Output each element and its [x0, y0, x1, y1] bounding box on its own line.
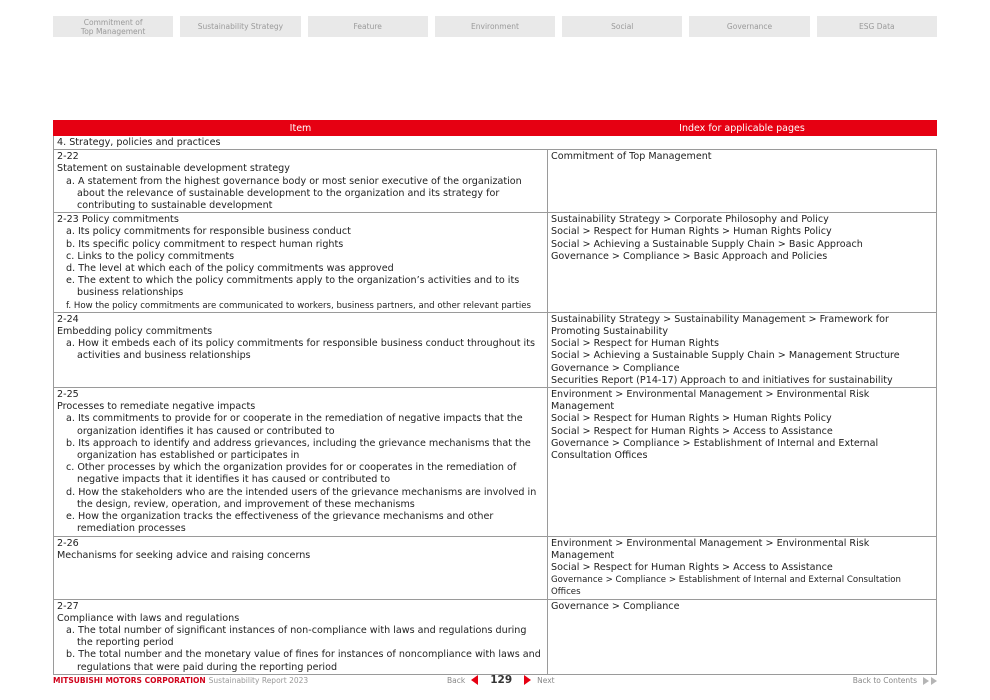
item-code: 2-23 Policy commitments [57, 214, 179, 226]
back-to-contents-link[interactable] [853, 676, 937, 685]
section-title: 4. Strategy, policies and practices [54, 136, 937, 150]
item-cell [54, 388, 548, 536]
item-sub: b. Its specific policy commitment to respect human rights [66, 238, 344, 250]
item-code: 2-22 [57, 151, 79, 163]
index-cell [548, 312, 937, 387]
item-sub: a. Its policy commitments for responsible business conduct [66, 226, 351, 238]
item-code: 2-25 [57, 389, 79, 401]
index-link[interactable]: Governance > Compliance > Establishment of Internal and External Consultation Offices [551, 437, 879, 462]
index-link[interactable]: Environment > Environmental Management > Environmental Risk Management [551, 537, 870, 561]
table-row [54, 536, 937, 599]
index-link[interactable]: Governance > Compliance [551, 600, 680, 612]
index-link[interactable]: Social > Respect for Human Rights > Human Rights Policy [551, 413, 832, 425]
index-link[interactable]: Social > Respect for Human Rights > Access to Assistance [551, 561, 833, 573]
item-title: Mechanisms for seeking advice and raising concerns [57, 549, 311, 561]
item-code: 2-26 [57, 537, 79, 549]
item-sub: b. Its approach to identify and address grievances, including the grievance mechanisms that the organization has established or participates in [66, 437, 531, 462]
item-cell [54, 312, 548, 387]
item-sub: d. How the stakeholders who are the intended users of the grievance mechanisms are involved in the design, review, operation, and improvement of these mechanisms [66, 486, 537, 510]
table-row [54, 388, 937, 536]
item-sub: c. Other processes by which the organization provides for or cooperates in the remediation of negative impacts that it identifies it has caused or contributed to [66, 462, 517, 486]
item-sub: d. The level at which each of the policy commitments was approved [66, 263, 394, 275]
next-label[interactable]: Next [537, 675, 555, 685]
item-sub: a. How it embeds each of its policy commitments for responsible business conduct throughout its activities and business relationships [66, 338, 535, 362]
index-link[interactable]: Sustainability Strategy > Corporate Philosophy and Policy [551, 214, 829, 226]
double-arrow-icon[interactable] [921, 677, 937, 685]
footer [53, 676, 937, 690]
header-item: Item [54, 121, 548, 136]
index-link[interactable]: Social > Respect for Human Rights > Access to Assistance [551, 425, 833, 437]
index-cell [548, 150, 937, 213]
back-arrow-icon[interactable] [471, 675, 478, 685]
pager [447, 674, 555, 686]
table-row [54, 213, 937, 313]
index-link[interactable]: Social > Achieving a Sustainable Supply Chain > Basic Approach [551, 238, 863, 250]
back-to-contents-label[interactable]: Back to Contents [852, 676, 917, 685]
item-sub: a. Its commitments to provide for or cooperate in the remediation of negative impacts that the organization identifies it has caused or contributed to [66, 413, 523, 437]
brand-name: MITSUBISHI MOTORS CORPORATION Sustainability Report 2023 [53, 676, 309, 685]
index-link[interactable]: Governance > Compliance > Basic Approach and Policies [551, 250, 828, 262]
index-link[interactable]: Governance > Compliance [551, 362, 680, 374]
item-sub: c. Links to the policy commitments [66, 250, 235, 262]
report-name: Sustainability Report 2023 [208, 676, 309, 685]
gri-index-table [53, 120, 937, 675]
index-link[interactable]: Commitment of Top Management [551, 151, 712, 163]
nav-tab-commitment[interactable]: Commitment of Top Management [53, 16, 173, 37]
index-link[interactable]: Social > Respect for Human Rights [551, 338, 719, 350]
header-index: Index for applicable pages [548, 121, 937, 136]
item-sub: a. The total number of significant instances of non-compliance with laws and regulations during the reporting period [66, 624, 527, 649]
index-cell [548, 213, 937, 313]
item-cell [54, 536, 548, 599]
item-cell [54, 213, 548, 313]
page-number: 129 [490, 674, 513, 686]
item-code: 2-24 [57, 313, 79, 325]
nav-tab-feature[interactable]: Feature [308, 16, 428, 37]
item-code: 2-27 [57, 600, 79, 612]
item-cell [54, 599, 548, 674]
item-title: Compliance with laws and regulations [57, 612, 240, 624]
index-link[interactable]: Social > Respect for Human Rights > Human Rights Policy [551, 226, 832, 238]
item-sub: e. The extent to which the policy commitments apply to the organization’s activities and to its business relationships [66, 275, 520, 299]
item-cell [54, 150, 548, 213]
index-cell [548, 536, 937, 599]
index-link[interactable]: Securities Report (P14-17) Approach to and initiatives for sustainability [551, 374, 893, 386]
nav-tab-governance[interactable]: Governance [689, 16, 809, 37]
item-sub: b. The total number and the monetary value of fines for instances of noncompliance with laws and regulations that were paid during the reporting period [66, 649, 541, 673]
item-sub: a. A statement from the highest governance body or most senior executive of the organization about the relevance of sustainable development to the organization and its strategy for contributing to sustainable development [66, 175, 522, 212]
nav-tab-esg-data[interactable]: ESG Data [817, 16, 937, 37]
back-label[interactable]: Back [447, 675, 466, 685]
index-link[interactable]: Sustainability Strategy > Sustainability Management > Framework for Promoting Sustainability [551, 313, 889, 338]
item-title: Statement on sustainable development strategy [57, 163, 290, 175]
item-title: Processes to remediate negative impacts [57, 401, 256, 413]
table-row [54, 150, 937, 213]
next-arrow-icon[interactable] [524, 675, 531, 685]
item-sub: e. How the organization tracks the effectiveness of the grievance mechanisms and other remediation processes [66, 511, 494, 535]
table-row [54, 599, 937, 674]
nav-tab-sustainability-strategy[interactable]: Sustainability Strategy [180, 16, 300, 37]
item-title: Embedding policy commitments [57, 326, 213, 338]
top-navigation [53, 16, 937, 37]
index-link[interactable]: Social > Achieving a Sustainable Supply Chain > Management Structure [551, 350, 900, 362]
index-link[interactable]: Governance > Compliance > Establishment of Internal and External Consultation Offices [551, 575, 901, 598]
table-row [54, 312, 937, 387]
nav-tab-environment[interactable]: Environment [435, 16, 555, 37]
item-sub: f. How the policy commitments are communicated to workers, business partners, and other relevant parties [66, 300, 531, 311]
index-cell [548, 599, 937, 674]
index-cell [548, 388, 937, 536]
nav-tab-social[interactable]: Social [562, 16, 682, 37]
index-link[interactable]: Environment > Environmental Management > Environmental Risk Management [551, 389, 870, 413]
